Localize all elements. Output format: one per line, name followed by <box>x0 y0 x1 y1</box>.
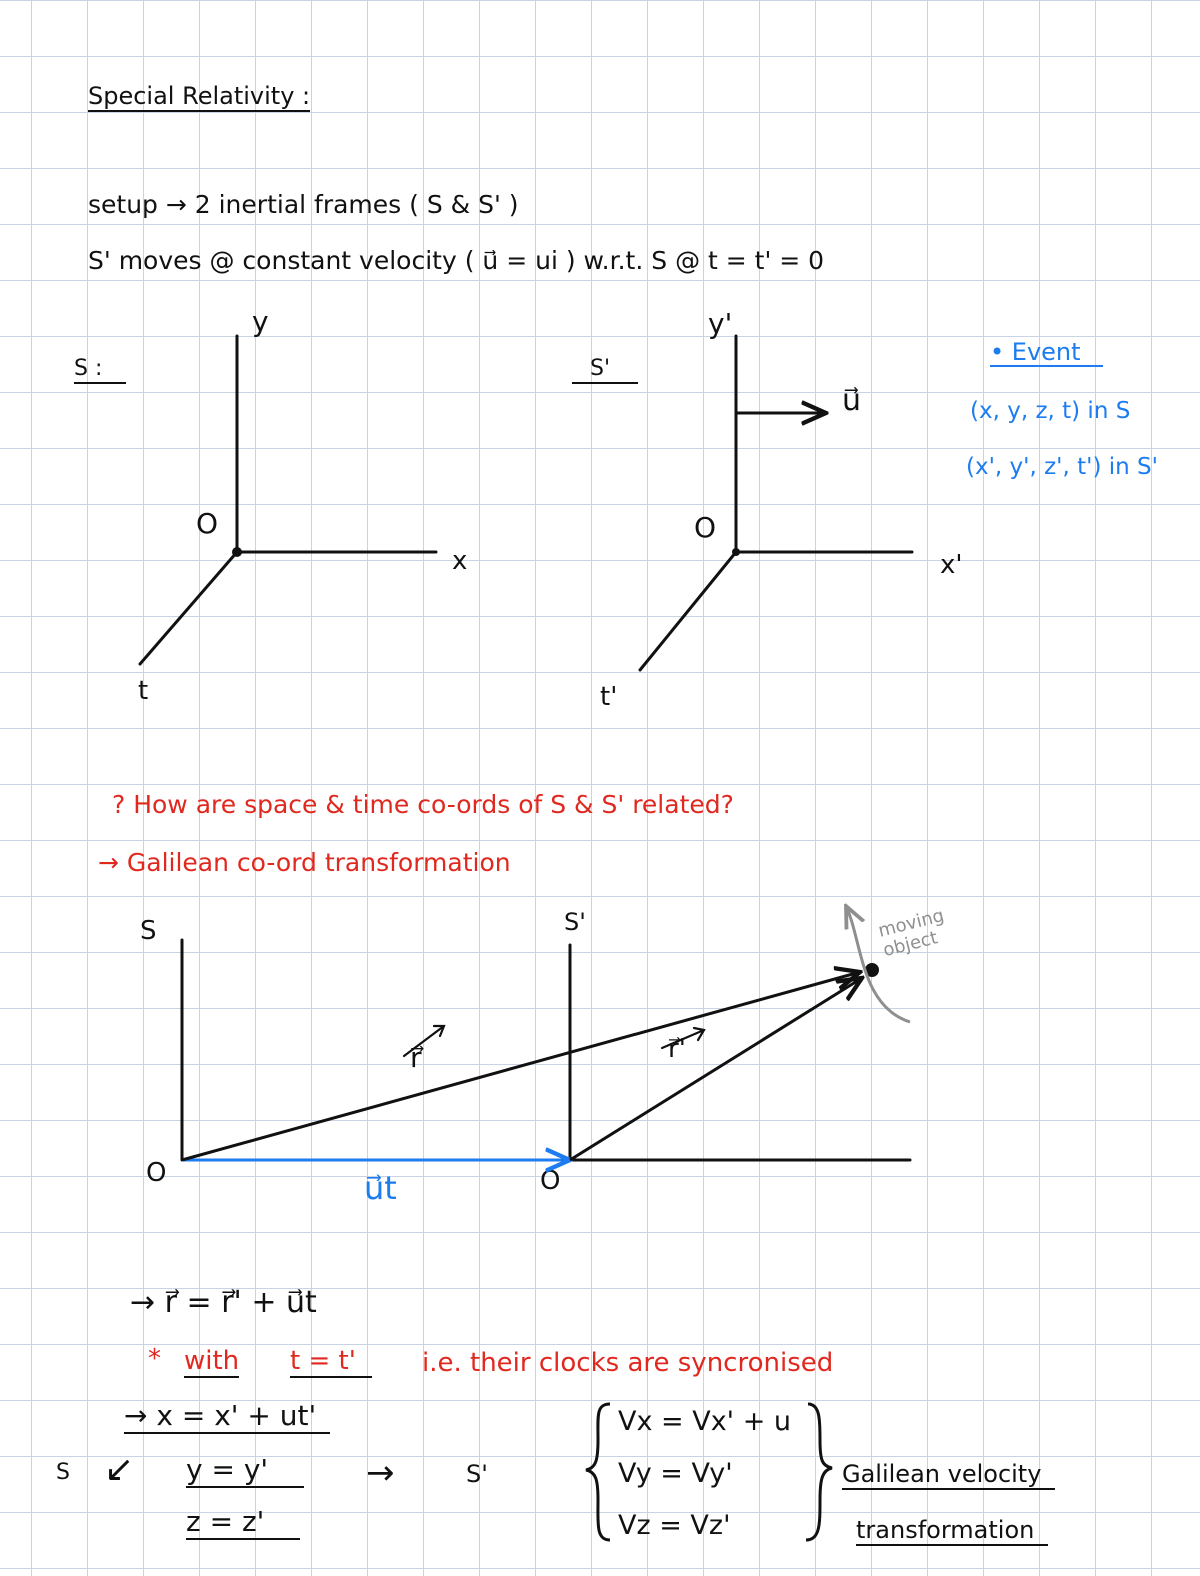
z-transformation: z = z' <box>186 1508 300 1540</box>
transformation-label: transformation <box>856 1518 1048 1546</box>
diagram2-s-prime-label: S' <box>564 908 586 936</box>
note-star: * <box>148 1344 161 1374</box>
event-note-line-2: (x', y', z', t') in S' <box>966 454 1158 480</box>
frame-s-axes <box>140 336 436 664</box>
frame-s-x-axis-label: x <box>452 546 468 576</box>
question-line-1: ? How are space & time co-ords of S & S' related? <box>112 790 734 819</box>
ut-vector-label: u⃗t <box>364 1169 397 1207</box>
vy-transformation: Vy = Vy' <box>618 1458 733 1489</box>
diagram2-origin-s: O <box>146 1158 167 1188</box>
note-clocks-synchronised: i.e. their clocks are syncronised <box>422 1348 834 1378</box>
x-transformation: → x = x' + ut' <box>124 1402 330 1434</box>
left-brace <box>586 1404 610 1540</box>
setup-line-2: S' moves @ constant velocity ( u⃗ = ui ) w.r.t. S @ t = t' = 0 <box>88 246 825 275</box>
frame-s-prime-y-axis-label: y' <box>708 307 733 340</box>
vector-equation: → r⃗ = r⃗' + u⃗t <box>130 1285 317 1320</box>
r-vector-label: r⃗ <box>410 1041 422 1074</box>
r-arrow-accent <box>404 1026 444 1056</box>
setup-line-1: setup → 2 inertial frames ( S & S' ) <box>88 190 519 219</box>
right-arrow: → <box>366 1453 395 1493</box>
frame-s-prime-label: S' <box>572 358 638 384</box>
vz-transformation: Vz = Vz' <box>618 1510 731 1541</box>
note-with: with <box>184 1346 240 1376</box>
frame-s-prime-origin-dot <box>732 548 740 556</box>
galilean-velocity-label: Galilean velocity <box>842 1462 1055 1490</box>
r-prime-arrow-accent <box>662 1028 704 1048</box>
frame-s-t-axis-label: t <box>138 676 149 706</box>
right-s-prime-label: S' <box>466 1460 488 1488</box>
moving-object-label: moving object <box>876 905 947 962</box>
frame-s-y-axis-label: y <box>252 305 269 338</box>
page-title: Special Relativity : <box>88 82 311 110</box>
y-transformation: y = y' <box>186 1456 304 1488</box>
vx-transformation: Vx = Vx' + u <box>618 1406 792 1437</box>
right-brace <box>806 1404 832 1540</box>
frame-s-prime-axes <box>640 336 912 670</box>
r-vector-arrow <box>182 972 860 1160</box>
frame-s-origin-label: O <box>196 507 219 540</box>
frame-s-label: S : <box>74 358 126 384</box>
diagram2-origin-s-prime: O <box>540 1166 561 1196</box>
frame-s-prime-t-axis-label: t' <box>600 682 618 712</box>
r-prime-vector-arrow <box>570 978 862 1160</box>
frame-s-prime-x-axis-label: x' <box>940 550 963 580</box>
frame-s-prime-origin-label: O <box>694 511 717 544</box>
left-arrow: ↙ <box>104 1449 135 1490</box>
question-line-2: → Galilean co-ord transformation <box>98 848 511 877</box>
r-prime-vector-label: r⃗' <box>668 1034 686 1064</box>
moving-object-path <box>846 906 910 1022</box>
diagram2-frames <box>182 940 910 1160</box>
note-t-equals-t-prime: t = t' <box>290 1348 372 1378</box>
event-note-title: • Event <box>990 340 1103 367</box>
frame-s-origin-dot <box>232 547 242 557</box>
velocity-u-label: u⃗ <box>842 383 862 418</box>
event-note-line-1: (x, y, z, t) in S <box>970 398 1131 424</box>
diagram2-s-label: S <box>140 916 157 946</box>
left-s-label: S <box>56 1460 70 1485</box>
